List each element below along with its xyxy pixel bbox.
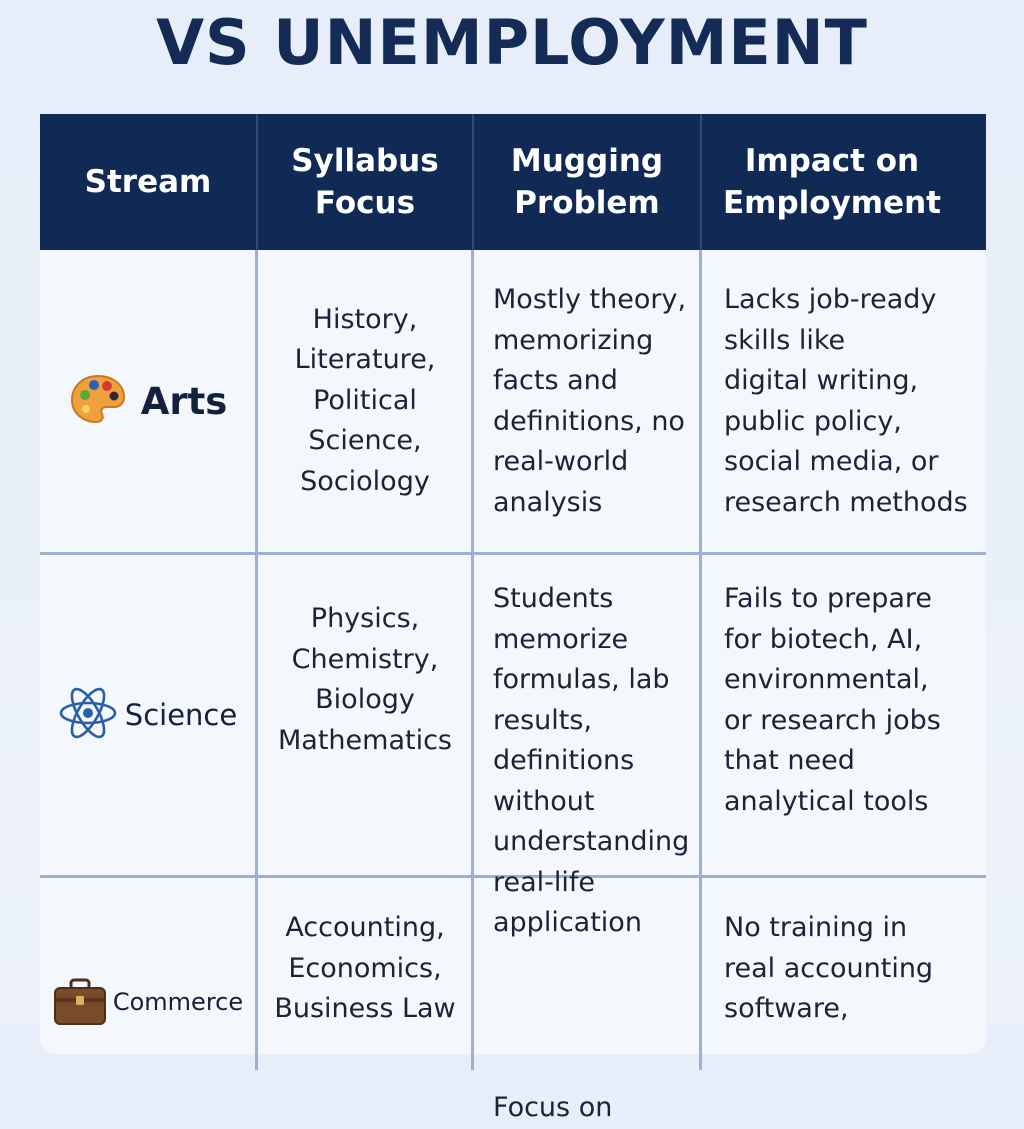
stream-label-science: Science [124, 698, 238, 732]
stream-cell-arts [40, 250, 256, 552]
impact-cell-commerce: No training in real accounting software, [724, 912, 934, 1024]
syllabus-cell-commerce: Accounting, Economics, Business Law [274, 912, 456, 1024]
header-stream: Stream [84, 164, 212, 200]
syllabus-cell-science: Physics, Chemistry, Biology Mathematics [278, 603, 452, 756]
mugging-cell-arts: Mostly theory, memorizing facts and definitions, no real-world analysis [493, 284, 687, 518]
impact-cell-science: Fails to prepare for biotech, AI, environmental, or research jobs that need analytical tools [724, 583, 941, 817]
table-row-science [40, 555, 986, 938]
page-title: VS UNEMPLOYMENT [156, 6, 868, 79]
header-syllabus-focus: Syllabus Focus [291, 143, 439, 221]
mugging-cell-commerce: Focus on [493, 1092, 613, 1123]
impact-cell-arts: Lacks job-ready skills like digital writing, public policy, social media, or research methods [724, 284, 968, 518]
mugging-cell-science: Students memorize formulas, lab results, definitions without understanding real-life application [493, 583, 690, 938]
syllabus-cell-arts: History, Literature, Political Science, Sociology [294, 303, 436, 497]
table-row-arts [40, 250, 986, 552]
stream-cell-commerce [40, 878, 256, 1058]
atom-icon [59, 681, 117, 749]
stream-label-arts: Arts [140, 379, 228, 423]
comparison-table [40, 114, 986, 1123]
table-row-commerce [40, 878, 986, 1123]
header-mugging-problem: Mugging Problem [510, 143, 664, 221]
palette-icon [69, 373, 127, 429]
stream-label-commerce: Commerce [112, 988, 244, 1016]
table-header-row [40, 114, 986, 250]
stream-cell-science [40, 555, 256, 875]
briefcase-icon [53, 978, 107, 1030]
header-impact-on-employment: Impact on Employment [722, 143, 941, 221]
